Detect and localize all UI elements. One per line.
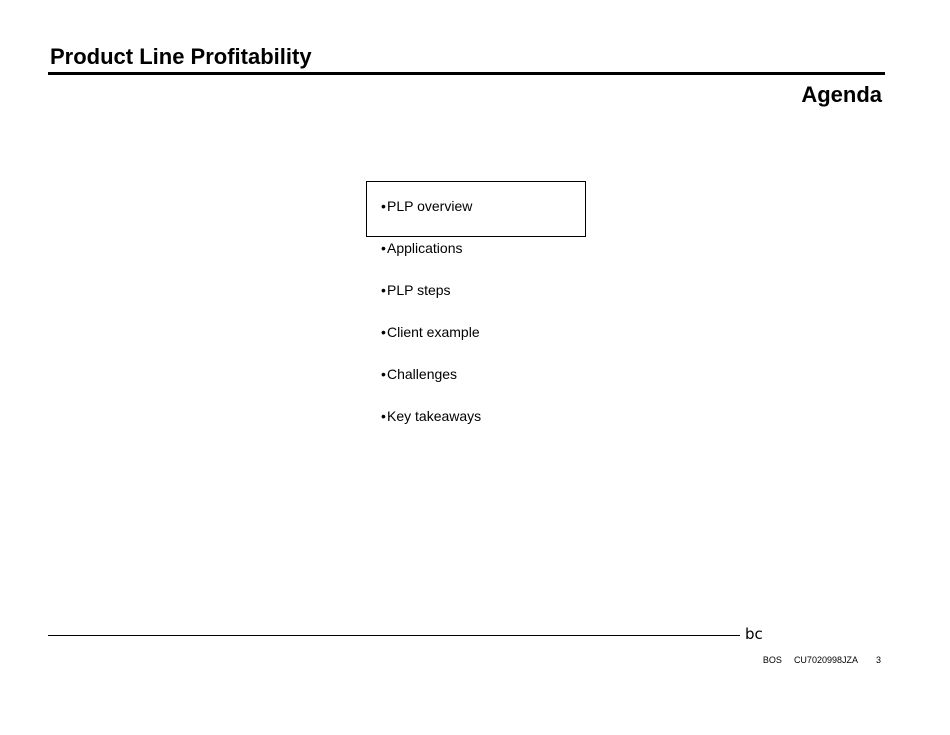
- agenda-item-label: Client example: [387, 324, 480, 340]
- bullet-icon: •: [381, 198, 386, 214]
- bullet-icon: •: [381, 324, 386, 340]
- footer-document-code: CU7020998JZA: [793, 655, 858, 665]
- agenda-item-key-takeaways: [381, 406, 481, 448]
- footer-rule: [48, 635, 740, 636]
- agenda-item-label: Key takeaways: [387, 408, 482, 424]
- footer-logo: bc: [745, 625, 763, 643]
- agenda-item-applications: [381, 238, 481, 280]
- slide-title: Product Line Profitability: [50, 44, 312, 69]
- bullet-icon: •: [381, 282, 386, 298]
- agenda-item-client-example: [381, 322, 481, 364]
- agenda-item-plp-steps: [381, 280, 481, 322]
- agenda-item-plp-overview: [381, 196, 481, 238]
- footer-office: BOS: [762, 655, 782, 665]
- title-underline: [48, 72, 885, 75]
- bullet-icon: •: [381, 408, 386, 424]
- agenda-item-label: Applications: [387, 240, 463, 256]
- page-number: 3: [875, 655, 881, 665]
- footer-meta: [763, 655, 881, 665]
- agenda-item-label: Challenges: [387, 366, 458, 382]
- agenda-item-challenges: [381, 364, 481, 406]
- agenda-list: [381, 196, 481, 448]
- agenda-item-label: PLP overview: [387, 198, 473, 214]
- slide-subtitle: Agenda: [801, 82, 882, 107]
- bullet-icon: •: [381, 366, 386, 382]
- bullet-icon: •: [381, 240, 386, 256]
- agenda-item-label: PLP steps: [387, 282, 451, 298]
